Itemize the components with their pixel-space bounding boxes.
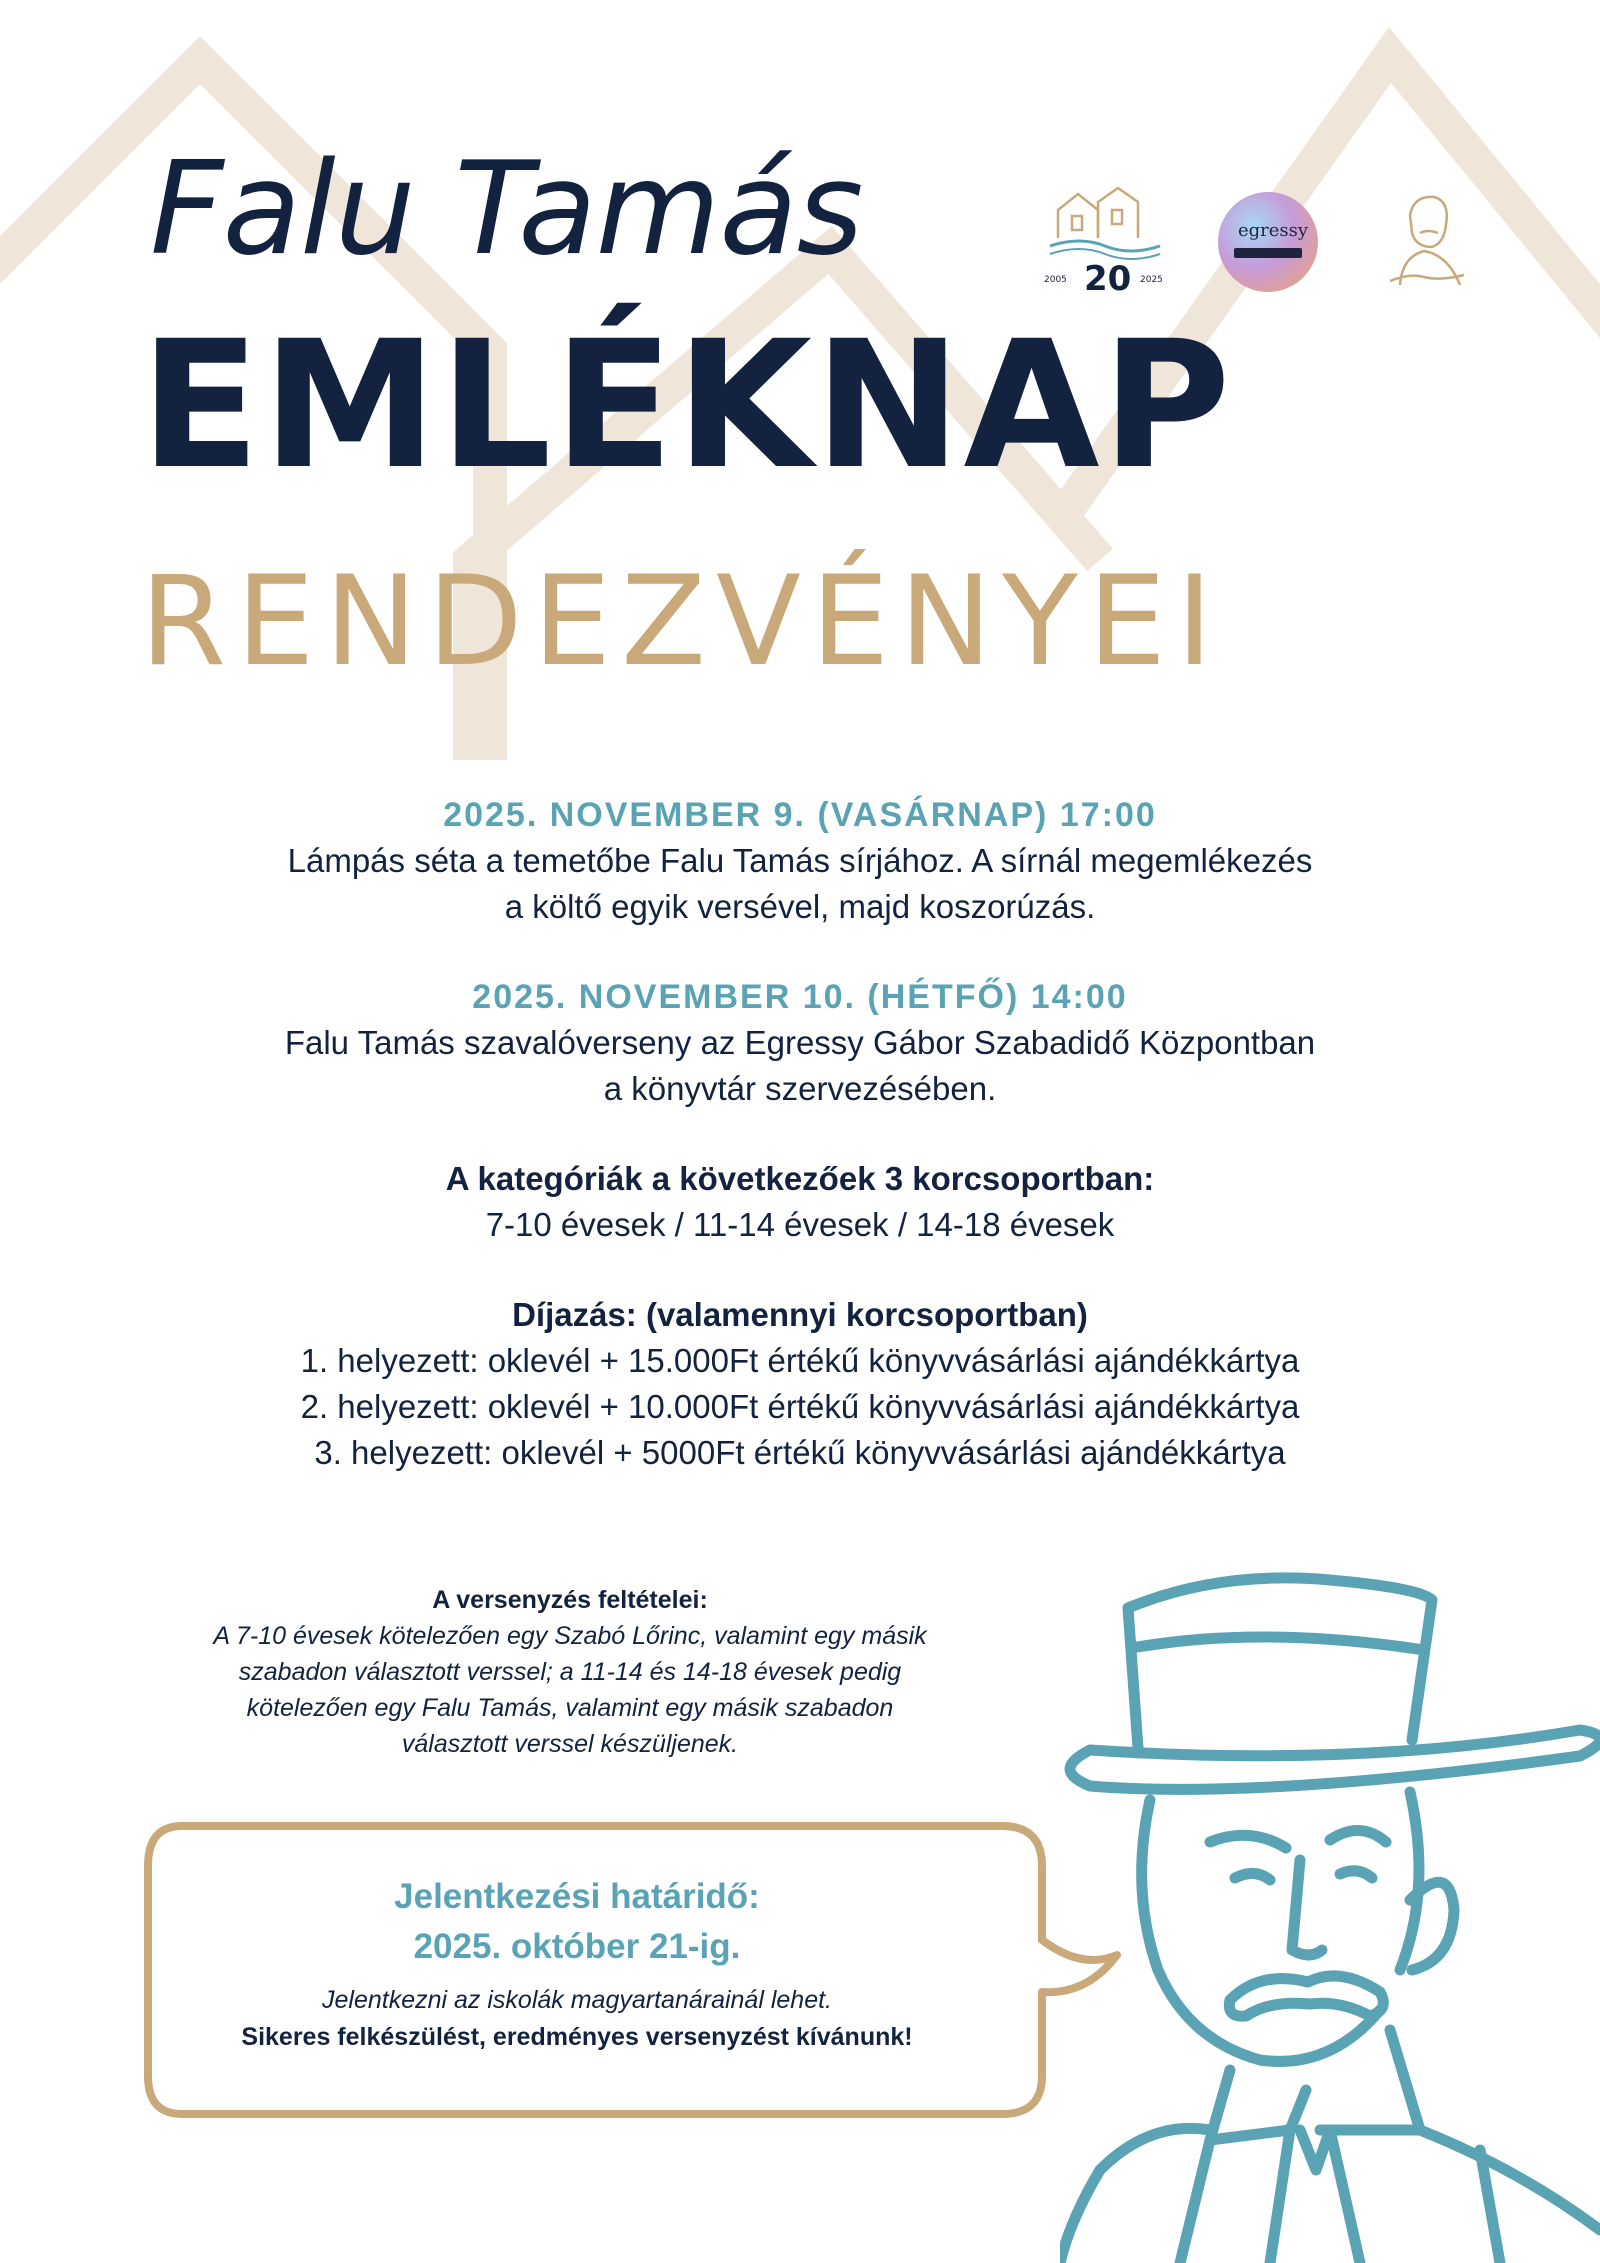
event-2-date: 2025. NOVEMBER 10. (HÉTFŐ) 14:00: [472, 978, 1128, 1016]
categories-groups: 7-10 évesek / 11-14 évesek / 14-18 évesek: [485, 1206, 1115, 1243]
svg-text:2025: 2025: [1140, 275, 1163, 285]
script-title: Falu Tamás: [150, 135, 863, 284]
event-1: [0, 792, 1600, 930]
conditions-line-3: kötelezően egy Falu Tamás, valamint egy másik szabadon: [246, 1694, 894, 1722]
conditions-heading: A versenyzés feltételei:: [432, 1586, 708, 1614]
svg-text:20: 20: [1084, 259, 1132, 299]
event-2: [0, 974, 1600, 1112]
deadline-wish: Sikeres felkészülést, eredményes versenyzést kívánunk!: [241, 2023, 913, 2051]
deadline-title: Jelentkezési határidő:: [394, 1877, 760, 1916]
event-1-date: 2025. NOVEMBER 9. (VASÁRNAP) 17:00: [443, 796, 1157, 834]
anniversary-logo: [1040, 180, 1170, 300]
event-2-line-2: a könyvtár szervezésében.: [603, 1070, 997, 1107]
conditions-line-1: A 7-10 évesek kötelezően egy Szabó Lőrinc, valamint egy másik: [213, 1622, 927, 1650]
poet-illustration: [1060, 1530, 1600, 2263]
subtitle: RENDEZVÉNYEI: [140, 550, 1223, 694]
prizes: [0, 1292, 1600, 1476]
prize-line-1: 1. helyezett: oklevél + 15.000Ft értékű könyvvásárlási ajándékkártya: [300, 1342, 1300, 1379]
conditions-line-4: választott verssel készüljenek.: [401, 1730, 739, 1758]
prize-line-2: 2. helyezett: oklevél + 10.000Ft értékű könyvvásárlási ajándékkártya: [300, 1388, 1300, 1425]
deadline-box: [142, 1872, 1012, 2056]
deadline-note: Jelentkezni az iskolák magyartanárainál lehet.: [322, 1986, 832, 2014]
categories: [0, 1156, 1600, 1248]
event-1-line-2: a költő egyik versével, majd koszorúzás.: [504, 888, 1096, 925]
poet-portrait-logo: [1380, 185, 1470, 295]
conditions-line-2: szabadon választott verssel; a 11-14 és 14-18 évesek pedig: [238, 1658, 902, 1686]
conditions: [130, 1582, 1010, 1762]
categories-heading: A kategóriák a következőek 3 korcsoportban:: [445, 1160, 1155, 1197]
event-2-line-1: Falu Tamás szavalóverseny az Egressy Gábor Szabadidő Központban: [284, 1024, 1316, 1061]
main-title: EMLÉKNAP: [140, 303, 1233, 508]
event-1-line-1: Lámpás séta a temetőbe Falu Tamás sírjához. A sírnál megemlékezés: [287, 842, 1313, 879]
deadline-date: 2025. október 21-ig.: [413, 1927, 741, 1966]
egressy-logo: egressy: [1218, 192, 1318, 292]
svg-text:2005: 2005: [1044, 275, 1067, 285]
prize-line-3: 3. helyezett: oklevél + 5000Ft értékű könyvvásárlási ajándékkártya: [314, 1434, 1286, 1471]
prizes-heading: Díjazás: (valamennyi korcsoportban): [512, 1296, 1088, 1333]
